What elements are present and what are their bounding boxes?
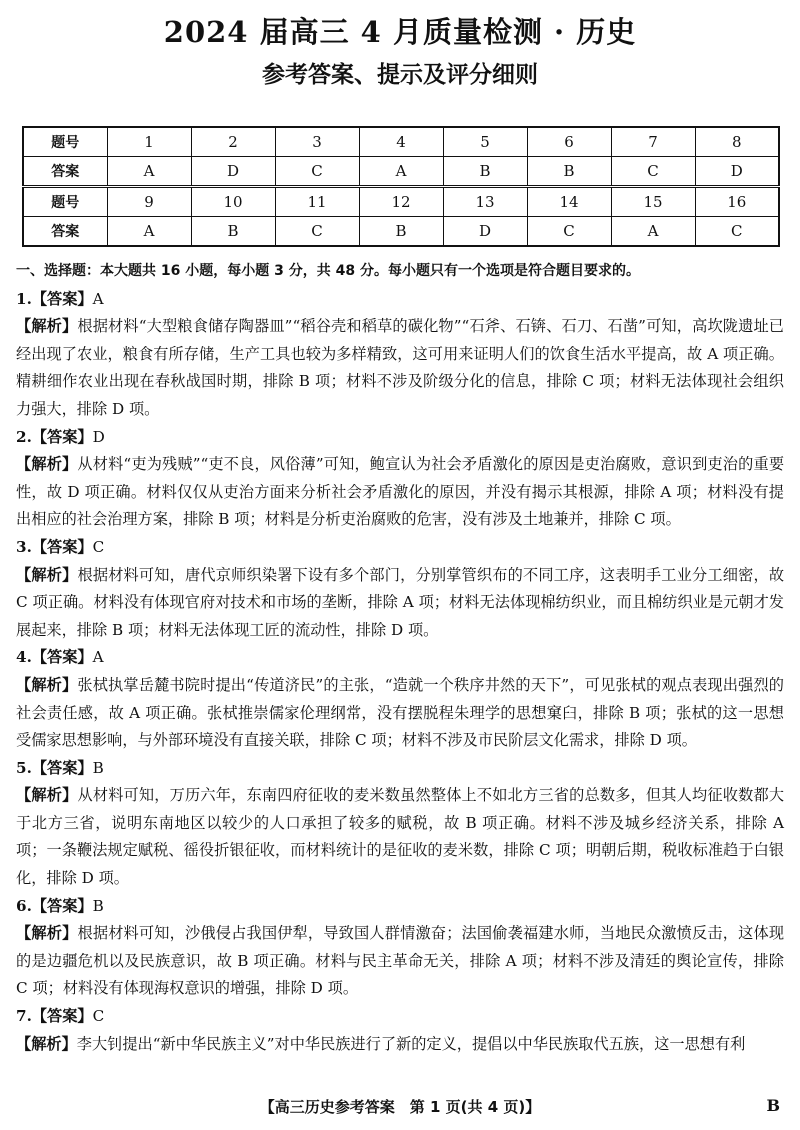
answer-cell: C xyxy=(695,217,779,247)
answer-cell: B xyxy=(191,217,275,247)
analysis-tag: 【解析】 xyxy=(16,1034,77,1053)
answer-value: C xyxy=(92,1007,105,1026)
question-answer-line xyxy=(16,755,784,783)
question-number-row xyxy=(23,187,779,217)
answer-cell: A xyxy=(107,217,191,247)
answer-tag: 【答案】 xyxy=(31,537,93,556)
question-number-cell: 16 xyxy=(695,187,779,217)
question-number-cell: 11 xyxy=(275,187,359,217)
answer-value: B xyxy=(92,758,104,777)
answer-cell: A xyxy=(359,157,443,187)
answer-value: D xyxy=(92,427,105,446)
analysis-text: 张栻执掌岳麓书院时提出“传道济民”的主张，“造就一个秩序井然的天下”，可见张栻的观点表现出强烈的社会责任感，故 A 项正确。张栻推崇儒家伦理纲常，没有摆脱程朱理学的思想窠臼，排除 B 项；张栻的这一思想受儒家思想影响，与外部环境没有直接关联，排除 C 项；材料不涉及市民阶层文化需求，排除 D 项。 xyxy=(16,675,784,750)
answer-cell: D xyxy=(191,157,275,187)
analysis-paragraph xyxy=(16,313,784,423)
analysis-tag: 【解析】 xyxy=(16,317,78,336)
question-number-cell: 4 xyxy=(359,127,443,157)
answer-cell: C xyxy=(527,217,611,247)
answer-tag: 【答案】 xyxy=(31,289,93,308)
row-label-question: 题号 xyxy=(23,187,107,217)
question-number: 7. xyxy=(16,1007,32,1026)
analysis-text: 从材料“吏为残贼”“吏不良，风俗薄”可知，鲍宣认为社会矛盾激化的原因是吏治腐败，意识到吏治的重要性，故 D 项正确。材料仅仅从吏治方面来分析社会矛盾激化的原因，并没有揭示其根源，排除 A 项；材料没有提出相应的社会治理方案，排除 B 项；材料是分析吏治腐败的危害，没有涉及土地兼并，排除 C 项。 xyxy=(16,455,785,529)
answer-cell: B xyxy=(443,157,527,187)
analysis-paragraph xyxy=(16,562,784,645)
question-number: 5. xyxy=(16,758,32,777)
analysis-text: 根据材料可知，唐代京师织染署下设有多个部门，分别掌管织布的不同工序，这表明手工业分工细密，故 C 项正确。材料没有体现官府对技术和市场的垄断，排除 A 项；材料无法体现棉纺织业，而且棉纺织业是元朝才发展起来，排除 B 项；材料无法体现工匠的流动性，排除 D 项。 xyxy=(16,565,785,639)
question-number-cell: 2 xyxy=(191,127,275,157)
question-list xyxy=(16,286,784,1059)
question-number-cell: 13 xyxy=(443,187,527,217)
question-number-cell: 1 xyxy=(107,127,191,157)
page-subtitle: 参考答案、提示及评分细则 xyxy=(262,61,538,88)
answer-tag: 【答案】 xyxy=(31,1007,93,1026)
analysis-tag: 【解析】 xyxy=(16,786,78,805)
answer-value: A xyxy=(92,289,104,308)
answer-cell: C xyxy=(275,217,359,247)
answer-cell: C xyxy=(275,157,359,187)
question-number: 6. xyxy=(16,896,32,915)
row-label-question: 题号 xyxy=(23,127,107,157)
analysis-text: 李大钊提出“新中华民族主义”对中华民族进行了新的定义，提倡以中华民族取代五族，这一思想有利 xyxy=(76,1034,746,1053)
question-number-cell: 6 xyxy=(527,127,611,157)
answer-cell: B xyxy=(359,217,443,247)
question-number-cell: 8 xyxy=(695,127,779,157)
analysis-paragraph xyxy=(16,672,784,755)
answer-value: A xyxy=(92,648,104,667)
answer-tag: 【答案】 xyxy=(31,648,93,667)
question-number-cell: 14 xyxy=(527,187,611,217)
row-label-answer: 答案 xyxy=(23,157,107,187)
analysis-paragraph xyxy=(16,782,784,892)
answer-table xyxy=(22,126,780,247)
analysis-paragraph xyxy=(16,920,784,1003)
answer-tag: 【答案】 xyxy=(31,427,93,446)
analysis-tag: 【解析】 xyxy=(16,565,78,584)
question-number: 3. xyxy=(16,537,32,556)
answer-cell: A xyxy=(107,157,191,187)
analysis-text: 根据材料可知，沙俄侵占我国伊犁，导致国人群情激奋；法国偷袭福建水师，当地民众激愤反击，这体现的是边疆危机以及民族意识，故 B 项正确。材料与民主革命无关，排除 A 项；材料不涉及清廷的舆论宣传，排除 C 项；材料没有体现海权意识的增强，排除 D 项。 xyxy=(16,924,785,998)
analysis-text: 从材料可知，万历六年，东南四府征收的麦米数虽然整体上不如北方三省的总数多，但其人均征收数都大于北方三省，说明东南地区以较少的人口承担了较多的赋税，故 B 项正确。材料不涉及城乡经济关系，排除 A 项；一条鞭法规定赋税、徭役折银征收，而材料统计的是征收的麦米数，排除 C 项；明朝后期，税收标准趋于白银化，排除 D 项。 xyxy=(16,786,785,888)
question-number-cell: 9 xyxy=(107,187,191,217)
answer-cell: C xyxy=(611,157,695,187)
page-title: 2024 届高三 4 月质量检测 · 历史 xyxy=(163,15,637,49)
question-answer-line xyxy=(16,286,784,314)
question-number-row xyxy=(23,127,779,157)
answer-tag: 【答案】 xyxy=(31,896,93,915)
question-number-cell: 3 xyxy=(275,127,359,157)
analysis-paragraph xyxy=(16,1031,784,1059)
question-number: 2. xyxy=(16,427,32,446)
answer-tag: 【答案】 xyxy=(31,758,93,777)
question-number-cell: 5 xyxy=(443,127,527,157)
question-answer-line xyxy=(16,644,784,672)
question-number-cell: 7 xyxy=(611,127,695,157)
question-answer-line xyxy=(16,893,784,921)
question-number-cell: 15 xyxy=(611,187,695,217)
answer-row xyxy=(23,157,779,187)
answer-cell: D xyxy=(695,157,779,187)
answer-cell: B xyxy=(527,157,611,187)
version-mark: B xyxy=(766,1096,780,1115)
question-number: 4. xyxy=(16,648,32,667)
answer-explanations xyxy=(16,258,784,1058)
page-footer: 【高三历史参考答案 第 1 页(共 4 页)】 xyxy=(259,1098,541,1116)
question-number: 1. xyxy=(16,289,32,308)
analysis-tag: 【解析】 xyxy=(16,924,78,943)
analysis-tag: 【解析】 xyxy=(16,675,78,694)
question-answer-line xyxy=(16,1003,784,1031)
answer-value: B xyxy=(92,896,104,915)
answer-cell: D xyxy=(443,217,527,247)
analysis-tag: 【解析】 xyxy=(16,455,78,474)
question-answer-line xyxy=(16,424,784,452)
question-answer-line xyxy=(16,534,784,562)
analysis-text: 根据材料“大型粮食储存陶器皿”“稻谷壳和稻草的碳化物”“石斧、石锛、石刀、石凿”可知，高坎陇遗址已经出现了农业，粮食有所存储，生产工具也较为多样精致，这可用来证明人们的饮食生活水平提高，故 A 项正确。精耕细作农业出现在春秋战国时期，排除 B 项；材料不涉及阶级分化的信息，排除 C 项；材料无法体现社会组织力强大，排除 D 项。 xyxy=(16,317,784,418)
answer-row xyxy=(23,217,779,247)
row-label-answer: 答案 xyxy=(23,217,107,247)
answer-value: C xyxy=(92,537,105,556)
answer-cell: A xyxy=(611,217,695,247)
section-intro: 一、选择题：本大题共 16 小题，每小题 3 分，共 48 分。每小题只有一个选项是符合题目要求的。 xyxy=(16,263,640,279)
analysis-paragraph xyxy=(16,451,784,534)
question-number-cell: 12 xyxy=(359,187,443,217)
question-number-cell: 10 xyxy=(191,187,275,217)
